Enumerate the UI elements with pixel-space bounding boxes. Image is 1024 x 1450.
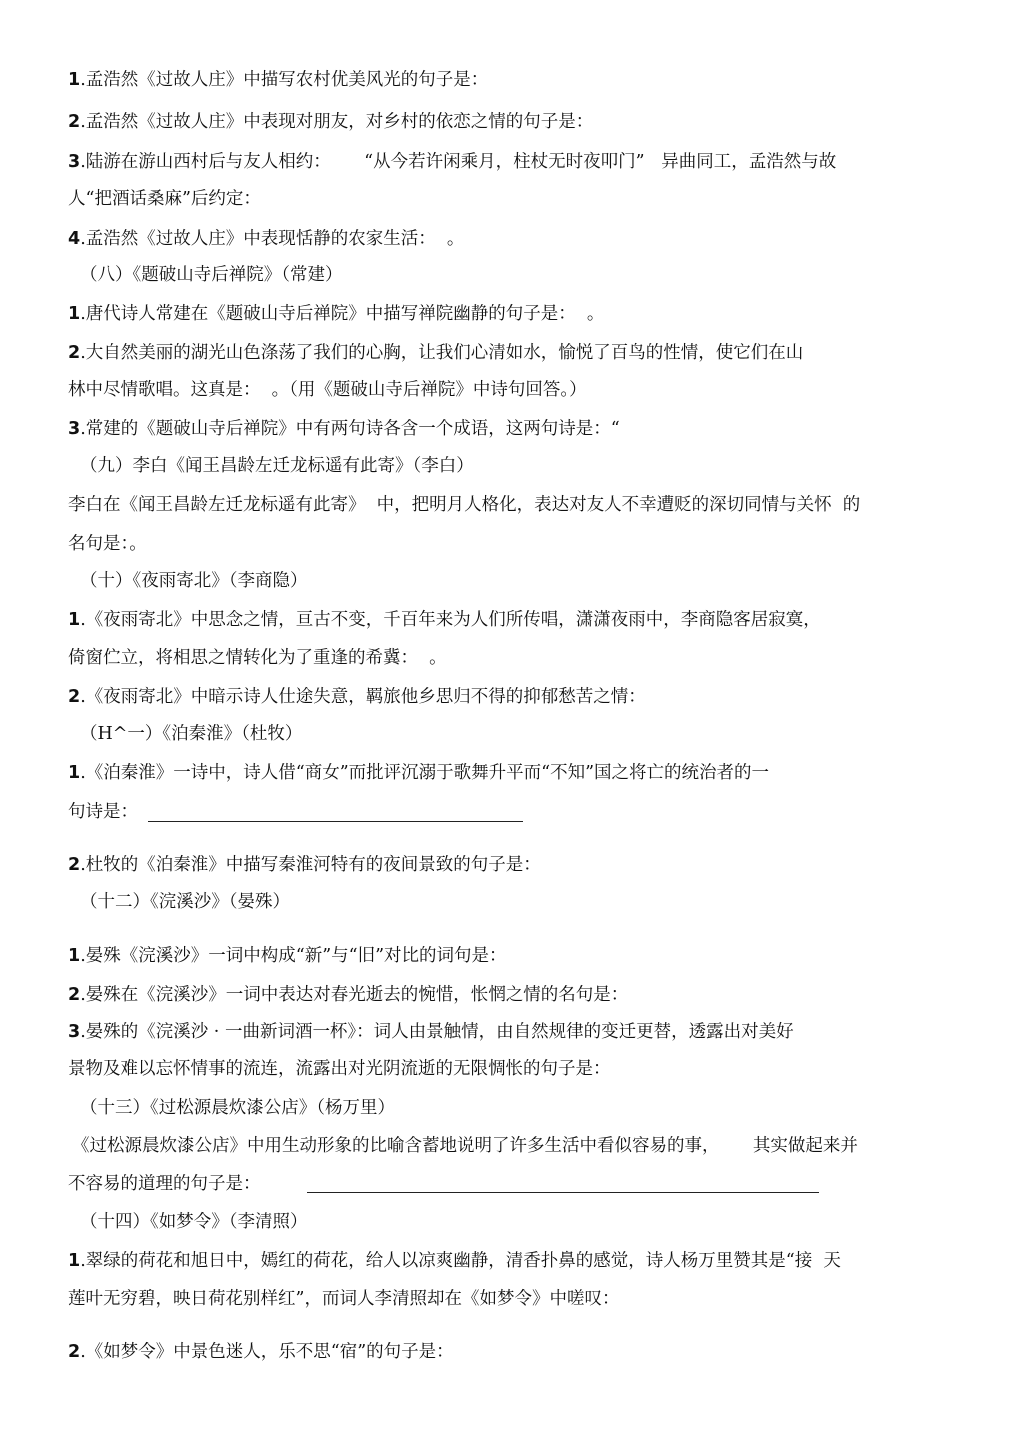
section-heading: （H^一）《泊秦淮》（杜牧） [80,724,303,744]
section-heading: （八）《题破山寺后禅院》（常建） [80,265,343,285]
question-line: 2.《如梦令》中景色迷人，乐不思“宿”的句子是： [68,1342,454,1362]
question-line: 2.《夜雨寄北》中暗示诗人仕途失意，羁旅他乡思归不得的抑郁愁苦之情： [68,687,646,707]
section-heading: （十三）《过松源晨炊漆公店》（杨万里） [80,1098,395,1118]
question-line: 1.《泊秦淮》一诗中，诗人借“商女”而批评沉溺于歌舞升平而“不知”国之将亡的统治者的一 [68,763,770,783]
question-line: 1.翠绿的荷花和旭日中，嫣红的荷花，给人以凉爽幽静，清香扑鼻的感觉，诗人杨万里赞其是“接 天 [68,1251,841,1271]
question-line: 2.孟浩然《过故人庄》中表现对朋友，对乡村的依恋之情的句子是： [68,112,594,132]
question-line: 人“把酒话桑麻”后约定： [68,189,261,209]
question-line: 倚窗伫立，将相思之情转化为了重逢的希冀： 。 [68,648,447,668]
section-heading: （十四）《如梦令》（李清照） [80,1212,308,1232]
section-heading: （九）李白《闻王昌龄左迁龙标遥有此寄》（李白） [80,456,474,476]
question-line: 1.唐代诗人常建在《题破山寺后禅院》中描写禅院幽静的句子是： 。 [68,304,605,324]
question-line: 4.孟浩然《过故人庄》中表现恬静的农家生活： 。 [68,229,465,249]
question-line: 林中尽情歌唱。这真是： 。（用《题破山寺后禅院》中诗句回答。） [68,380,587,400]
question-line: 3.晏殊的《浣溪沙 · 一曲新词酒一杯》：词人由景触情，由自然规律的变迁更替，透露出对美好 [68,1022,794,1042]
question-line: 句诗是： [68,802,138,822]
question-line: 《过松源晨炊漆公店》中用生动形象的比喻含蓄地说明了许多生活中看似容易的事， 其实做起来并 [72,1136,858,1156]
question-line: 景物及难以忘怀情事的流连，流露出对光阴流逝的无限惆怅的句子是： [68,1059,611,1079]
question-line: 2.大自然美丽的湖光山色涤荡了我们的心胸，让我们心清如水，愉悦了百鸟的性情，使它们在山 [68,343,804,363]
question-line: 1.孟浩然《过故人庄》中描写农村优美风光的句子是： [68,70,489,90]
question-line: 2.杜牧的《泊秦淮》中描写秦淮河特有的夜间景致的句子是： [68,855,541,875]
answer-blank-line [307,1192,819,1193]
question-line: 1.晏殊《浣溪沙》一词中构成“新”与“旧”对比的词句是： [68,946,507,966]
question-line: 3.常建的《题破山寺后禅院》中有两句诗各含一个成语，这两句诗是：“ [68,419,620,439]
question-line: 名句是：。 [68,534,147,554]
question-line: 3.陆游在游山西村后与友人相约： “从今若许闲乘月，柱杖无时夜叩门” 异曲同工，孟浩然与故 [68,152,837,172]
question-line: 1.《夜雨寄北》中思念之情，亘古不变，千百年来为人们所传唱，潇潇夜雨中，李商隐客居寂寞， [68,610,821,630]
question-line: 李白在《闻王昌龄左迁龙标遥有此寄》 中，把明月人格化，表达对友人不幸遭贬的深切同情与关怀 的 [68,495,861,515]
section-heading: （十）《夜雨寄北》（李商隐） [80,571,308,591]
section-heading: （十二）《浣溪沙》（晏殊） [80,892,290,912]
question-line: 莲叶无穷碧，映日荷花别样红”，而词人李清照却在《如梦令》中嗟叹： [68,1289,620,1309]
question-line: 不容易的道理的句子是： [68,1174,261,1194]
answer-blank-line [148,821,523,822]
question-line: 2.晏殊在《浣溪沙》一词中表达对春光逝去的惋惜，怅惘之情的名句是： [68,985,629,1005]
